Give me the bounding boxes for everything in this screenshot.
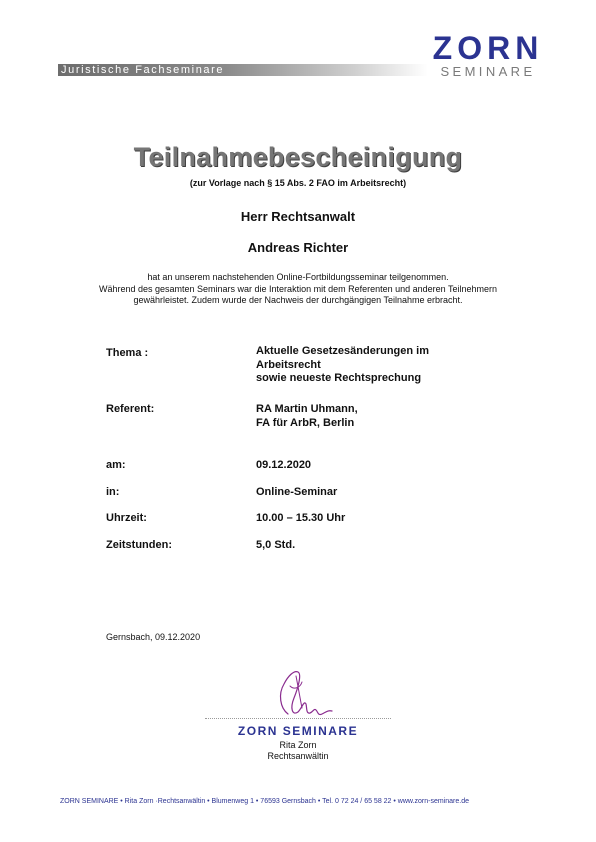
topic-line: Arbeitsrecht xyxy=(256,358,321,371)
certificate-subtitle: (zur Vorlage nach § 15 Abs. 2 FAO im Arbeitsrecht) xyxy=(189,178,407,188)
speaker-line: FA für ArbR, Berlin xyxy=(256,416,355,429)
participant-name: Andreas Richter xyxy=(247,240,349,255)
signer-title: Rechtsanwältin xyxy=(267,751,329,761)
signer-block xyxy=(0,740,596,762)
footer-contact: ZORN SEMINARE • Rita Zorn ·Rechtsanwältin • Blumenweg 1 • 76593 Gernsbach • Tel. 0 72 24 / 65 58 22 • www.zorn-seminare.de xyxy=(60,798,469,805)
signature-line xyxy=(205,718,391,719)
topic-line: sowie neueste Rechtsprechung xyxy=(256,372,422,384)
speaker-label: Referent: xyxy=(106,403,155,415)
intro-line: Während des gesamten Seminars war die Interaktion mit dem Referenten und anderen Teilnehmern xyxy=(98,283,498,294)
date-value: 09.12.2020 xyxy=(256,459,312,471)
place-date: Gernsbach, 09.12.2020 xyxy=(106,632,201,642)
intro-line: gewährleistet. Zudem wurde der Nachweis der durchgängigen Teilnahme erbracht. xyxy=(133,295,463,305)
logo-sub-text: SEMINARE xyxy=(440,64,536,79)
intro-line: hat an unserem nachstehenden Online-Fortbildungsseminar teilgenommen. xyxy=(147,272,449,282)
topic-label: Thema : xyxy=(106,347,149,359)
time-value: 10.00 – 15.30 Uhr xyxy=(256,512,346,524)
intro-text xyxy=(60,272,536,307)
signer-name: Rita Zorn xyxy=(279,740,317,750)
header-tagline: Juristische Fachseminare xyxy=(61,64,225,76)
location-value: Online-Seminar xyxy=(256,486,338,498)
topic-value xyxy=(256,345,506,386)
participant-salutation: Herr Rechtsanwalt xyxy=(240,209,356,224)
date-label: am: xyxy=(106,459,126,471)
location-label: in: xyxy=(106,486,120,498)
hours-label: Zeitstunden: xyxy=(106,539,172,551)
topic-line: Aktuelle Gesetzesänderungen im xyxy=(256,345,429,357)
logo-main-text: ZORN xyxy=(432,30,544,66)
time-label: Uhrzeit: xyxy=(106,512,147,524)
speaker-value xyxy=(256,403,506,430)
handwritten-signature xyxy=(260,664,340,724)
hours-value: 5,0 Std. xyxy=(256,539,296,551)
speaker-line: RA Martin Uhmann, xyxy=(256,403,358,415)
certificate-title: Teilnahmebescheinigung xyxy=(133,142,463,172)
company-logo xyxy=(428,32,548,78)
signature-company-name: ZORN SEMINARE xyxy=(237,724,359,738)
